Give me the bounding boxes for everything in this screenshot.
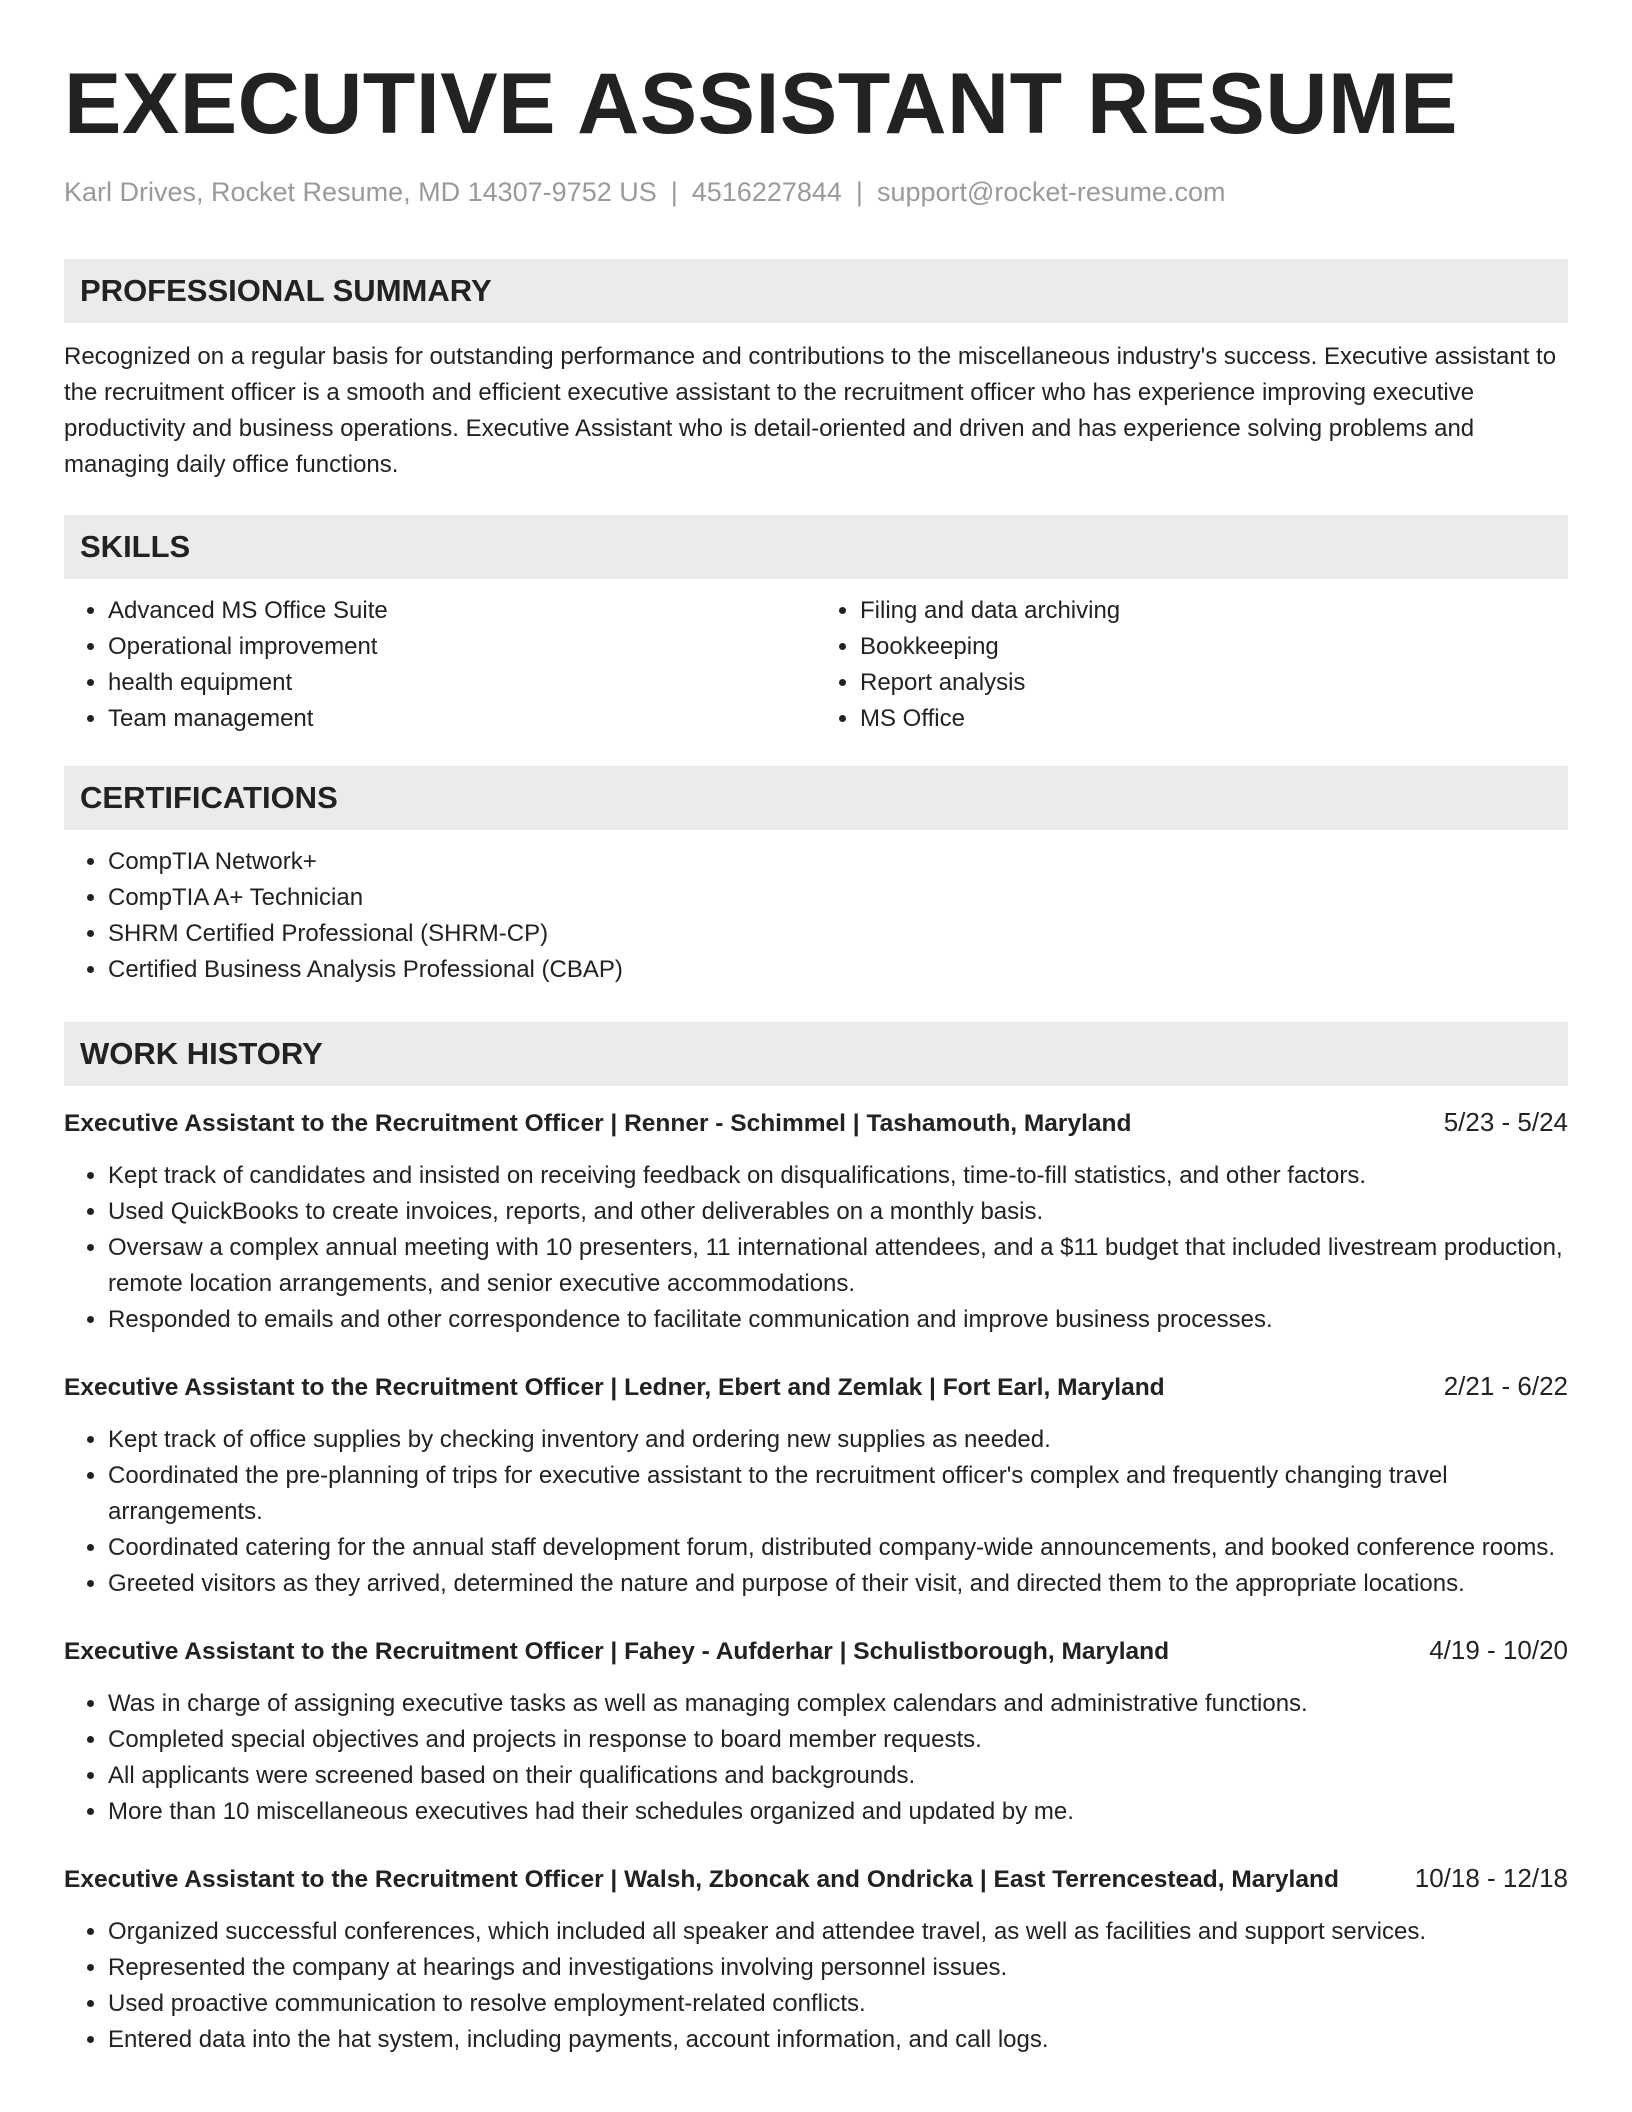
job-duties <box>64 1422 1568 1602</box>
job-duty-item: • Organized successful conferences, which included all speaker and attendee travel, as well as facilities and support services. <box>108 1914 1568 1950</box>
job-duty-item: • Greeted visitors as they arrived, determined the nature and purpose of their visit, and directed them to the appropriate locations. <box>108 1566 1568 1602</box>
job-dates: 5/23 - 5/24 <box>1443 1107 1568 1137</box>
job-duty-item: • Coordinated the pre-planning of trips for executive assistant to the recruitment officer's complex and frequently changing travel arrangements. <box>108 1458 1568 1530</box>
contact-separator: | <box>855 177 863 207</box>
job-duty-item: • Represented the company at hearings and investigations involving personnel issues. <box>108 1950 1568 1986</box>
job-dates: 10/18 - 12/18 <box>1414 1863 1568 1893</box>
job-duty-item: • Responded to emails and other correspondence to facilitate communication and improve business processes. <box>108 1302 1568 1338</box>
contact-separator: | <box>670 177 678 207</box>
job-duty-item: • Used proactive communication to resolve employment-related conflicts. <box>108 1986 1568 2022</box>
skill-item: • Advanced MS Office Suite <box>108 593 816 629</box>
certification-item: • CompTIA Network+ <box>108 844 1568 880</box>
job-title: Executive Assistant to the Recruitment Officer | Renner - Schimmel | Tashamouth, Maryland <box>64 1110 1132 1137</box>
job-dates: 4/19 - 10/20 <box>1429 1635 1568 1665</box>
contact-phone: 4516227844 <box>691 177 842 207</box>
job-duty-item: • More than 10 miscellaneous executives had their schedules organized and updated by me. <box>108 1794 1568 1830</box>
summary-text: Recognized on a regular basis for outstanding performance and contributions to the miscellaneous industry's success. Executive assistant to the recruitment officer is a smooth and efficient executive assistant to the recruitment officer who has experience improving executive productivity and business operations. Executive Assistant who is detail-oriented and driven and has experience solving problems and managing daily office functions. <box>64 343 1557 478</box>
job-duty-item: • All applicants were screened based on their qualifications and backgrounds. <box>108 1758 1568 1794</box>
job-duty-item: • Was in charge of assigning executive tasks as well as managing complex calendars and administrative functions. <box>108 1686 1568 1722</box>
contact-email: support@rocket-resume.com <box>876 177 1226 207</box>
job-duty-item: • Kept track of candidates and insisted on receiving feedback on disqualifications, time-to-fill statistics, and other factors. <box>108 1158 1568 1194</box>
certification-item: • Certified Business Analysis Professional (CBAP) <box>108 952 1568 988</box>
page-title: EXECUTIVE ASSISTANT RESUME <box>64 56 1458 152</box>
contact-line <box>64 174 1568 210</box>
section-header-certifications: CERTIFICATIONS <box>64 766 1568 830</box>
skills-column-right <box>816 593 1568 737</box>
job-duty-item: • Oversaw a complex annual meeting with 10 presenters, 11 international attendees, and a $11 budget that included livestream production, remote location arrangements, and senior executive accommodations. <box>108 1230 1568 1302</box>
job-entry <box>64 1104 1568 1338</box>
skill-item: • MS Office <box>860 701 1568 737</box>
skill-item: • Operational improvement <box>108 629 816 665</box>
job-duties <box>64 1686 1568 1830</box>
job-header <box>64 1368 1568 1406</box>
job-duty-item: • Coordinated catering for the annual staff development forum, distributed company-wide announcements, and booked conference rooms. <box>108 1530 1568 1566</box>
skill-item: • Filing and data archiving <box>860 593 1568 629</box>
skill-item: • health equipment <box>108 665 816 701</box>
certification-item: • CompTIA A+ Technician <box>108 880 1568 916</box>
job-duties <box>64 1914 1568 2058</box>
job-title: Executive Assistant to the Recruitment Officer | Ledner, Ebert and Zemlak | Fort Earl, Maryland <box>64 1374 1165 1401</box>
job-title: Executive Assistant to the Recruitment Officer | Fahey - Aufderhar | Schulistborough, Maryland <box>64 1638 1170 1665</box>
certification-item: • SHRM Certified Professional (SHRM-CP) <box>108 916 1568 952</box>
job-duty-item: • Completed special objectives and projects in response to board member requests. <box>108 1722 1568 1758</box>
skill-item: • Report analysis <box>860 665 1568 701</box>
section-header-work-history: WORK HISTORY <box>64 1022 1568 1086</box>
job-duties <box>64 1158 1568 1338</box>
job-dates: 2/21 - 6/22 <box>1443 1371 1568 1401</box>
job-header <box>64 1104 1568 1142</box>
skill-item: • Team management <box>108 701 816 737</box>
job-duty-item: • Used QuickBooks to create invoices, reports, and other deliverables on a monthly basis. <box>108 1194 1568 1230</box>
skills-column-left <box>64 593 816 737</box>
job-duty-item: • Kept track of office supplies by checking inventory and ordering new supplies as needed. <box>108 1422 1568 1458</box>
job-title: Executive Assistant to the Recruitment Officer | Walsh, Zboncak and Ondricka | East Terrencestead, Maryland <box>64 1866 1339 1893</box>
job-header <box>64 1860 1568 1898</box>
skill-item: • Bookkeeping <box>860 629 1568 665</box>
job-entry <box>64 1860 1568 2058</box>
section-header-summary: PROFESSIONAL SUMMARY <box>64 259 1568 323</box>
section-header-skills: SKILLS <box>64 515 1568 579</box>
skills-list <box>64 579 1568 737</box>
contact-address: Karl Drives, Rocket Resume, MD 14307-9752 US <box>64 177 657 207</box>
job-duty-item: • Entered data into the hat system, including payments, account information, and call logs. <box>108 2022 1568 2058</box>
job-entry <box>64 1368 1568 1602</box>
job-entry <box>64 1632 1568 1830</box>
job-header <box>64 1632 1568 1670</box>
certifications-list <box>64 844 1568 988</box>
